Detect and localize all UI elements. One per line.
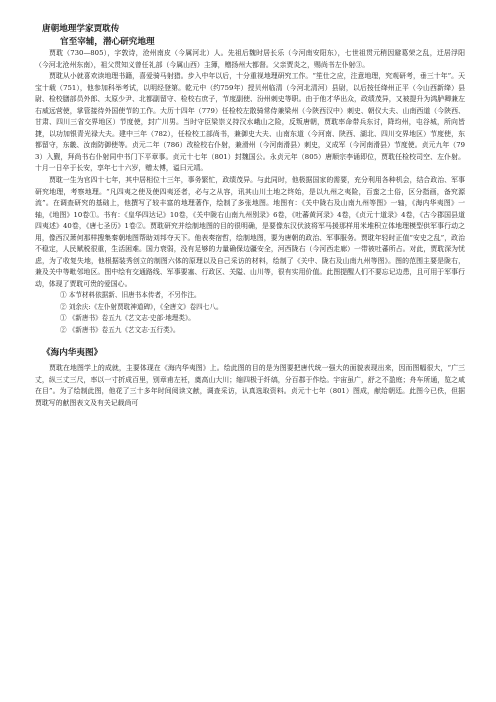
footnote: ① 《新唐书》卷五九《艺文志·史部·地理类》。 <box>60 314 195 323</box>
paragraph: 贾耽在地图学上的成就，主要体现在《海内华夷图》上。绘此图的目的是为图要把唐代统一强大的面貌表现出来，因而图幅很大，“广三丈，纵三丈三尺，率以一寸折成百里，别章甫左衽，奠高山大川；缩四极于纤缟，分百郡于作绘。宇宙虽广，舒之不盈庭；舟车所通，览之咸在目”。为了绘制此图，他花了三十多年时间阅读文献，调查采访，认真选取资料。贞元十七年（801）图成，献给朝廷。此图今已佚，但据贾耽写的献图表文及有关记载尚可 <box>35 364 465 407</box>
document-page <box>35 24 465 409</box>
footnote: ② 《新唐书》卷五九《艺文志·五行类》。 <box>60 325 180 334</box>
doc-subtitle: 官至宰辅，潜心研究地理 <box>60 37 155 47</box>
paragraph: 贾耽一生为官四十七年，其中居相位十三年，事务繁忙，政绩茂异。与此同时，他极据国家的需要，充分利用各种机会，结合政治、军事研究地理，考察地理。“凡四夷之使及使四夷还者，必与之从容，讯其山川土地之终始，是以九州之夷险，百蛮之土俗，区分指画，备究源流”。在调查研究的基础上，他撰写了较丰富的地理著作，绘制了多张地图。地图有：《关中陇右及山南九州等图》一轴，《海内华夷图》一轴，《地图》10卷①。书有：《皇华四达记》10卷，《关中陇右山南九州别录》6卷，《吐蕃黄河录》4卷，《贞元十道录》4卷，《古今郡国县道四夷述》40卷，《唐七圣历》1卷②。贾耽研究并绘制地图的目的很明确，是要像东汉伏波将军马援那样用米堆积立体地理模型供军事行动之用，像西汉萧何那样搜集秦朝地图帮助刘邦夺天下。他表奏宿哲，绘制地图，要为唐朝的政治、军事服务。贾耽年轻时正值“安史之乱”，政治不稳定，人民赋税很重，生活困难。国力衰弱，没有足够的力量确保边疆安全，河西陇右（今河西走廊）一带被吐蕃所占。对此，贾耽深为忧虑，为了收复失地，他根据装秀创立的制图六体的原理以及自己采访的材料，绘制了《关中、陇右及山南九州等图》。图的范围主要是陇右，兼及关中等毗邻地区。图中绘有交通路线、军事要塞、行政区、关隘、山川等，很有实用价值。此图提醒人们不要忘记边患，且可用于军事行动，体现了贾耽可贵的爱国心。 <box>35 176 465 288</box>
footnote: ② 刘余庆:《左仆射贾耽神道碑》，《全唐文》卷四七八。 <box>60 302 223 311</box>
paragraph: 贾耽从小就喜欢读地理书籍，喜爱骑马射猎。步入中年以后，十分重视地理研究工作。“笙仕之应，注意地理，究观研考，垂三十年”。天宝十载（751），他参加科举考试，以明经登第。乾元中（约759年）授贝州临清（今河北清河）县尉，以后按任绛州正平（今山西新绛）县尉、检校膳部员外郎、太原少尹、北都副留守、检校右庶子，节度副使、汾州刺史等职。由于他才华出众，政绩茂异，又被提升为鸿胪卿兼左右威远营使，掌管接待外国使节的工作。大历十四年（779）任检校左散骑常侍兼梁州（今陕西汉中）刺史、朝仪大夫、山南西道（今陕西、甘肃、四川三省交界地区）节度使，封广川男。当时守臣梁崇义持汉水峨山之险，反叛唐朝，贾耽率命带兵东讨，降均州，屯谷城，所向皆捷，以功加银青光禄大夫。建中三年（782），任检校工部尚书，兼御史大夫、山南东道（今河南、陕西、湖北、四川交界地区）节度使，东都留守，东畿、汝南防御使等。贞元二年（786）改检校右仆射，兼滑州（今河南滑县）刺史，义成军（今河南滑县）节度使。贞元九年（793）入觐，拜尚书右仆射同中书门下平章事。贞元十七年（801）封魏国公。永贞元年（805）唐顺宗李诵即位，贾耽任检校司空、左仆射。十月一日卒于长安，享年七十六岁，赠太傅，谥曰元靖。 <box>35 72 465 173</box>
footnote: ① 本节材料依据新、旧唐书本传者，不另作注。 <box>60 291 201 300</box>
section-title: 《海内华夷图》 <box>42 348 103 359</box>
paragraph: 贾耽（730—805），字敦诗，沧州南皮（今属河北）人。先祖后魏时居长乐（今河南安阳东），七世祖贯元稍因避葛荣之乱，迁居浮阳（今河北沧州东南），祖父贯知义曾任礼部（今属山西）主簿，赠扬州大都督。父亲贾炎之，赐尚书左仆射③。 <box>35 49 465 69</box>
doc-title: 唐朝地理学家贾耽传 <box>42 24 120 34</box>
